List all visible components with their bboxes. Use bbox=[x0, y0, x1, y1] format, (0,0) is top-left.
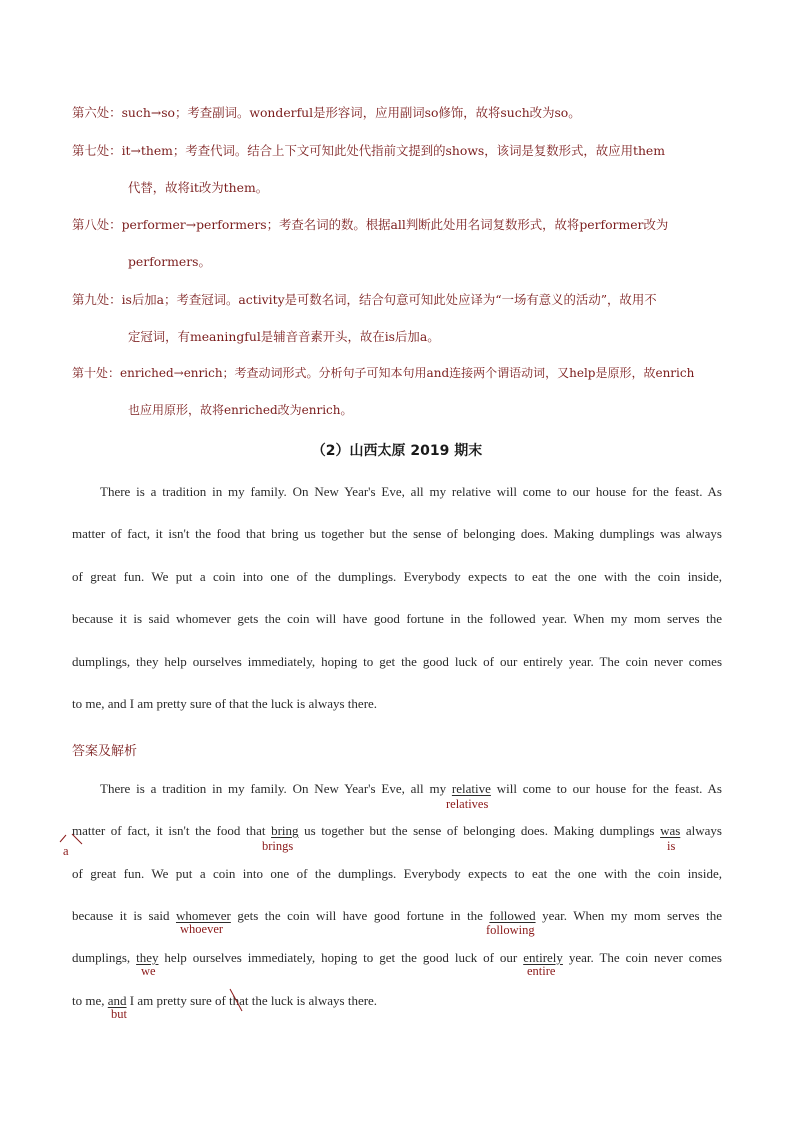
correction-whoever: whoever bbox=[180, 922, 224, 936]
explanation-text: is后加a；考查冠词。activity是可数名词，结合句意可知此处应译为“一场有意义的活动”，故用不 bbox=[121, 292, 657, 307]
explanation-label: 第七处： bbox=[72, 143, 122, 158]
passage-line: because it is said whomever gets the coin will have good fortune in the followed year. When my mom serves the bbox=[72, 611, 722, 626]
explanation-8 bbox=[72, 206, 724, 280]
corrected-line bbox=[72, 823, 722, 839]
correction-insert-a: a bbox=[63, 844, 69, 858]
explanation-label: 第八处： bbox=[72, 217, 122, 232]
corrected-line: of great fun. We put a coin into one of the dumplings. Everybody expects to eat the one with the coin inside, bbox=[72, 866, 722, 881]
explanation-text: such→so；考查副词。wonderful是形容词，应用副词so修饰，故将such改为so。 bbox=[121, 105, 581, 120]
passage-line: of great fun. We put a coin into one of the dumplings. Everybody expects to eat the one with the coin inside, bbox=[72, 569, 722, 584]
error-word: and bbox=[107, 993, 127, 1008]
deletion-slash-mark bbox=[226, 987, 246, 1015]
text-segment: year. The coin never comes bbox=[562, 950, 722, 965]
error-word: whomever bbox=[175, 908, 231, 923]
text-segment: I am pretty sure of that the luck is always there. bbox=[126, 993, 378, 1008]
correction-following: following bbox=[486, 923, 535, 937]
explanation-10 bbox=[72, 355, 724, 429]
error-word: was bbox=[660, 823, 681, 838]
text-segment: help ourselves immediately, hoping to get the good luck of our bbox=[158, 950, 524, 965]
explanation-continuation: 代替，故将it改为them。 bbox=[128, 180, 269, 195]
explanation-continuation: performers。 bbox=[128, 254, 211, 269]
corrected-line bbox=[72, 781, 722, 797]
passage-line: dumplings, they help ourselves immediately, hoping to get the good luck of our entirely year. The coin never comes bbox=[72, 654, 722, 669]
explanation-label: 第六处： bbox=[72, 105, 122, 120]
explanation-continuation: 定冠词，有meaningful是辅音音素开头，故在is后加a。 bbox=[128, 329, 440, 344]
explanation-6 bbox=[72, 94, 724, 131]
text-segment: year. When my mom serves the bbox=[535, 908, 722, 923]
text-segment: to me, bbox=[72, 993, 108, 1008]
correction-but: but bbox=[111, 1007, 127, 1021]
explanation-label: 第十处： bbox=[72, 366, 121, 380]
text-segment: matter of fact, it isn't the food that bbox=[72, 823, 272, 838]
corrected-line bbox=[72, 993, 722, 1009]
text-segment: because it is said bbox=[72, 908, 176, 923]
passage-line: to me, and I am pretty sure of that the luck is always there. bbox=[72, 696, 378, 711]
error-word: followed bbox=[489, 908, 536, 923]
passage-line: There is a tradition in my family. On New Year's Eve, all my relative will come to our house for the feast. As bbox=[100, 484, 722, 499]
explanation-7 bbox=[72, 132, 724, 206]
error-word: they bbox=[136, 950, 159, 965]
explanation-text: performer→performers；考查名词的数。根据all判断此处用名词复数形式，故将performer改为 bbox=[121, 217, 669, 232]
text-segment: gets the coin will have good fortune in the bbox=[230, 908, 490, 923]
passage-line: matter of fact, it isn't the food that bring us together but the sense of belonging does. Making dumplings was always bbox=[72, 526, 722, 541]
insertion-caret-mark bbox=[58, 832, 86, 850]
explanation-text: enriched→enrich；考查动词形式。分析句子可知本句用and连接两个谓语动词，又help是原形，故enrich bbox=[120, 366, 695, 380]
text-segment: will come to our house for the feast. As bbox=[490, 781, 722, 796]
correction-entire: entire bbox=[527, 964, 556, 978]
error-word: bring bbox=[271, 823, 299, 838]
text-segment: There is a tradition in my family. On New Year's Eve, all my bbox=[100, 781, 452, 796]
explanation-continuation: 也应用原形，故将enriched改为enrich。 bbox=[128, 403, 353, 417]
text-segment: dumplings, bbox=[72, 950, 137, 965]
text-segment: us together but the sense of belonging does. Making dumplings bbox=[298, 823, 661, 838]
answers-label: 答案及解析 bbox=[72, 744, 138, 759]
error-word: relative bbox=[451, 781, 491, 796]
correction-is: is bbox=[667, 839, 676, 853]
corrected-line bbox=[72, 950, 722, 966]
section-heading: （2）山西太原 2019 期末 bbox=[311, 443, 483, 459]
explanation-9 bbox=[72, 281, 724, 355]
correction-we: we bbox=[141, 964, 156, 978]
explanation-text: it→them；考查代词。结合上下文可知此处代指前文提到的shows，该词是复数形式，故应用them bbox=[121, 143, 666, 158]
correction-relatives: relatives bbox=[446, 797, 489, 811]
correction-brings: brings bbox=[262, 839, 294, 853]
explanation-label: 第九处： bbox=[72, 292, 122, 307]
error-word: entirely bbox=[523, 950, 563, 965]
corrected-line bbox=[72, 908, 722, 924]
text-segment: always bbox=[680, 823, 722, 838]
